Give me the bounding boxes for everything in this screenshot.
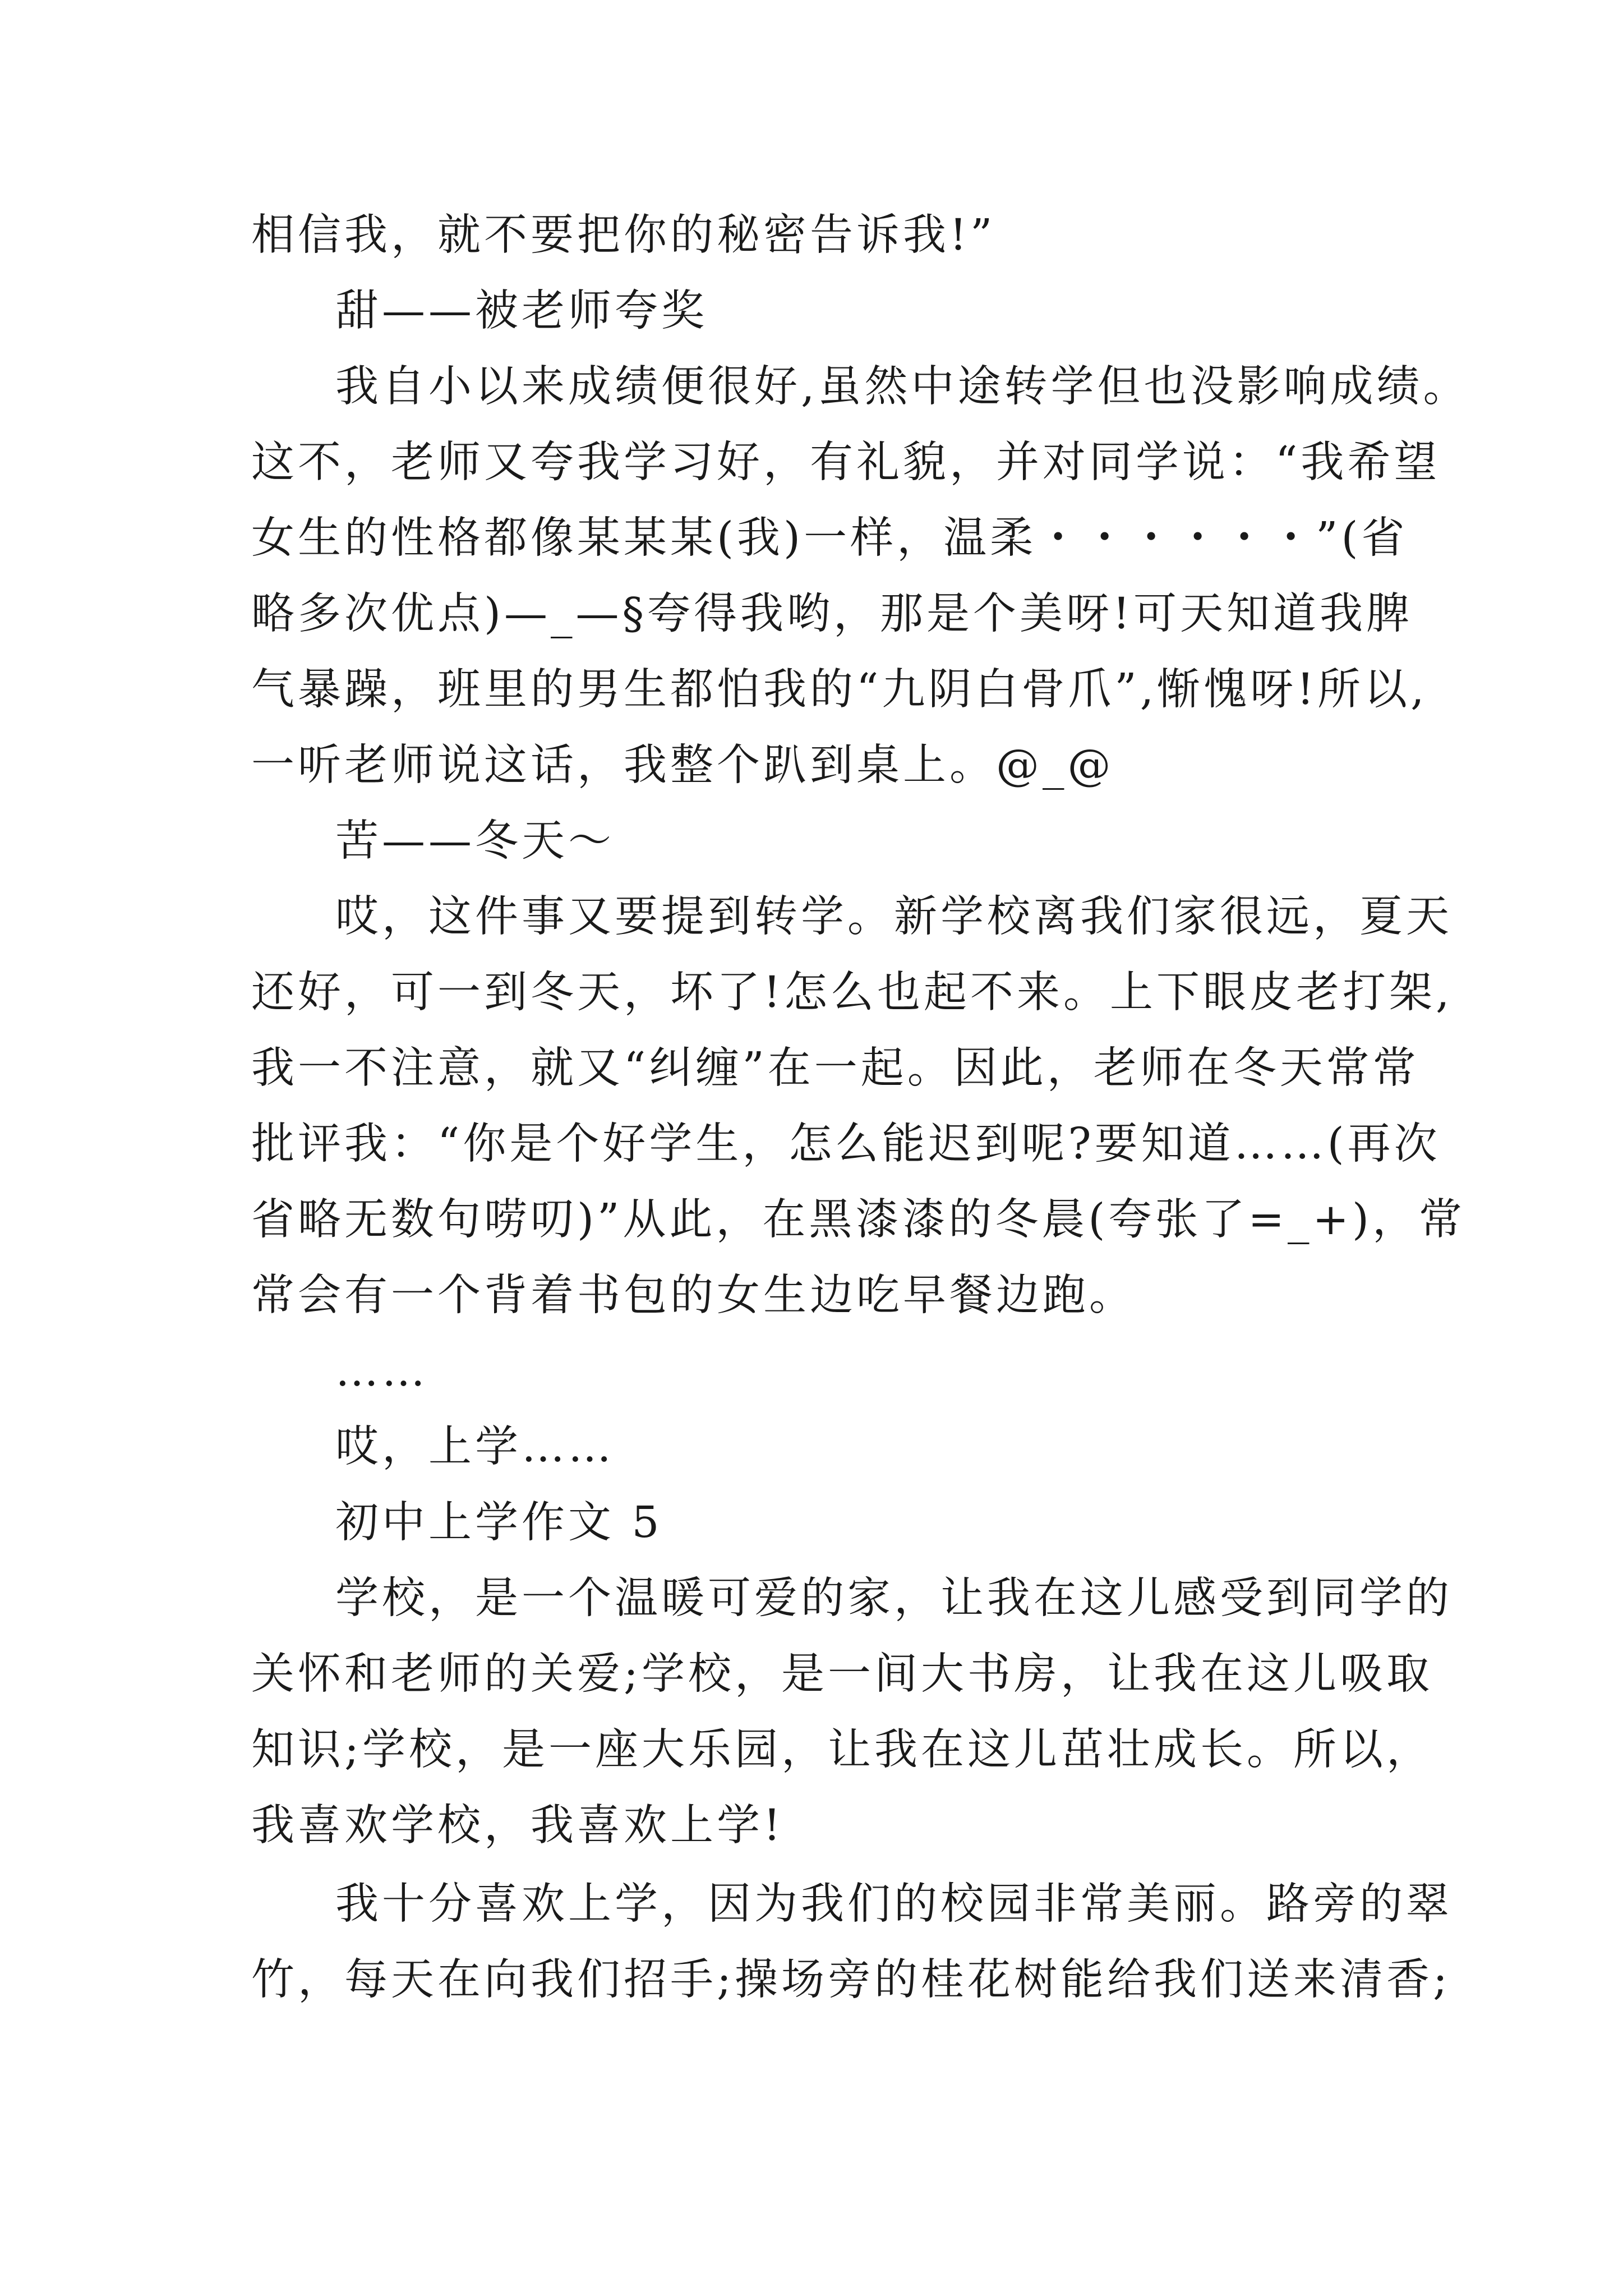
paragraph-line: 我自小以来成绩便很好,虽然中途转学但也没影响成绩。 bbox=[335, 362, 1470, 412]
text-line: 女生的性格都像某某某(我)一样，温柔・・・・・・”(省 bbox=[251, 513, 1408, 563]
text-line: 一听老师说这话，我整个趴到桌上。@_@ bbox=[251, 740, 1114, 790]
text-line: 我喜欢学校，我喜欢上学! bbox=[251, 1801, 784, 1851]
text-line: 还好，可一到冬天，坏了!怎么也起不来。上下眼皮老打架, bbox=[251, 968, 1453, 1018]
paragraph-line: 学校，是一个温暖可爱的家，让我在这儿感受到同学的 bbox=[335, 1573, 1453, 1623]
text-line: 省略无数句唠叨)”从此，在黑漆漆的冬晨(夸张了=_+)，常 bbox=[251, 1195, 1466, 1245]
text-line: 批评我：“你是个好学生，怎么能迟到呢?要知道……(再次 bbox=[251, 1119, 1441, 1169]
paragraph-line: 哎，上学…… bbox=[335, 1422, 615, 1472]
text-line: 常会有一个背着书包的女生边吃早餐边跑。 bbox=[251, 1271, 1136, 1320]
text-line: 关怀和老师的关爱;学校，是一间大书房，让我在这儿吸取 bbox=[251, 1649, 1433, 1699]
ellipsis-line: …… bbox=[335, 1346, 428, 1396]
text-line: 我一不注意，就又“纠缠”在一起。因此，老师在冬天常常 bbox=[251, 1043, 1419, 1093]
text-line: 这不，老师又夸我学习好，有礼貌，并对同学说：“我希望 bbox=[251, 438, 1441, 487]
section-heading: 苦——冬天～ bbox=[335, 816, 615, 866]
essay-title: 初中上学作文 5 bbox=[335, 1498, 663, 1548]
text-line: 略多次优点)—_—§夸得我哟，那是个美呀!可天知道我脾 bbox=[251, 589, 1413, 639]
text-line: 竹，每天在向我们招手;操场旁的桂花树能给我们送来清香; bbox=[251, 1955, 1451, 2005]
text-line: 气暴躁，班里的男生都怕我的“九阴白骨爪”,惭愧呀!所以, bbox=[251, 665, 1428, 715]
section-heading: 甜——被老师夸奖 bbox=[335, 286, 708, 336]
paragraph-line: 我十分喜欢上学，因为我们的校园非常美丽。路旁的翠 bbox=[335, 1879, 1453, 1929]
text-line: 知识;学校，是一座大乐园，让我在这儿茁壮成长。所以， bbox=[251, 1725, 1433, 1775]
text-line: 相信我，就不要把你的秘密告诉我!” bbox=[251, 210, 996, 260]
paragraph-line: 哎，这件事又要提到转学。新学校离我们家很远，夏天 bbox=[335, 892, 1453, 942]
